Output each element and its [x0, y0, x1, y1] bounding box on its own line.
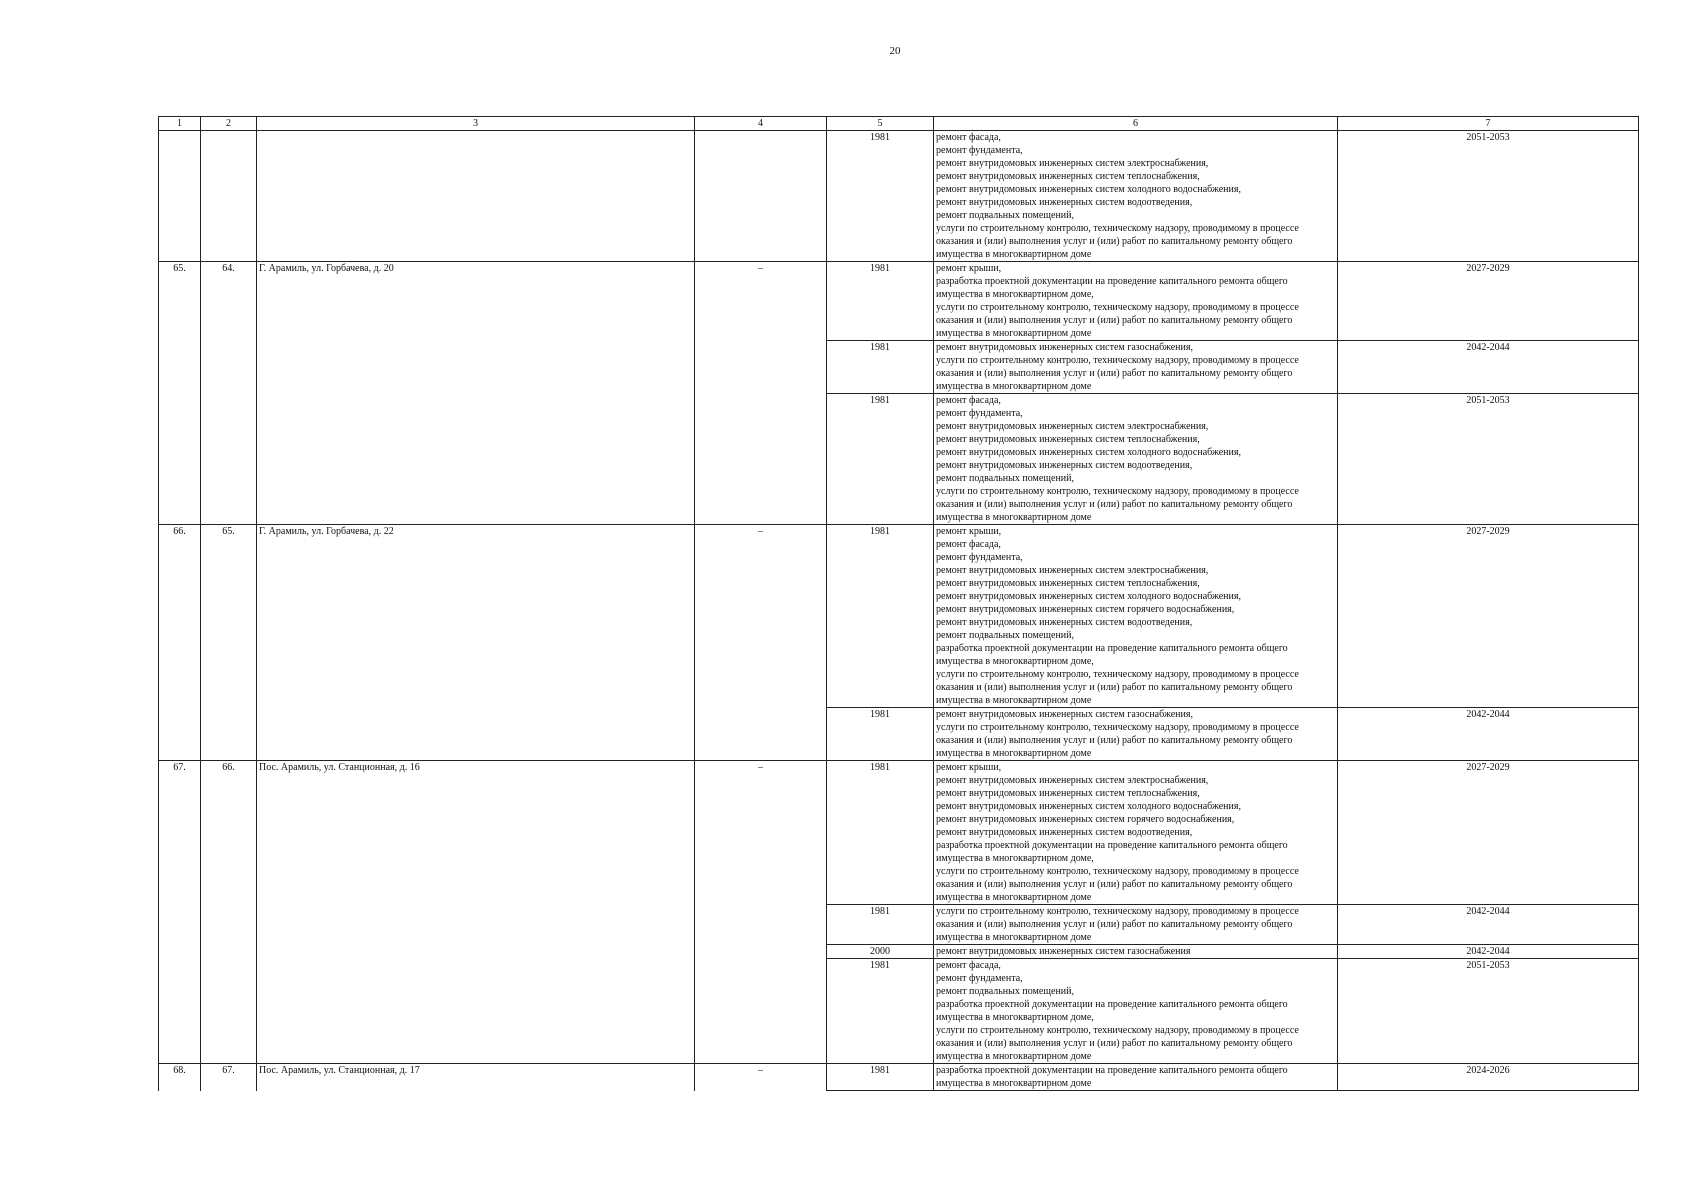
work-item: ремонт крыши,	[936, 526, 1002, 537]
col4-cell: –	[695, 262, 827, 525]
period-cell: 2051-2053	[1338, 959, 1639, 1064]
house-number-cell: 66.	[201, 761, 257, 1064]
house-number-cell: 64.	[201, 262, 257, 525]
work-item: оказания и (или) выполнения услуг и (или) работ по капитальному ремонту общего	[936, 315, 1293, 326]
work-item: оказания и (или) выполнения услуг и (или) работ по капитальному ремонту общего	[936, 236, 1293, 247]
work-item: оказания и (или) выполнения услуг и (или) работ по капитальному ремонту общего	[936, 879, 1293, 890]
works-cell	[934, 708, 1338, 761]
work-item: услуги по строительному контролю, техническому надзору, проводимому в процессе	[936, 302, 1299, 313]
table-row	[159, 761, 1639, 905]
work-item: услуги по строительному контролю, техническому надзору, проводимому в процессе	[936, 223, 1299, 234]
work-item: разработка проектной документации на проведение капитального ремонта общего	[936, 1065, 1288, 1076]
row-number-cell: 67.	[159, 761, 201, 1064]
work-item: ремонт внутридомовых инженерных систем газоснабжения,	[936, 709, 1193, 720]
work-item: ремонт фасада,	[936, 539, 1001, 550]
work-item: имущества в многоквартирном доме	[936, 249, 1092, 260]
work-item: ремонт внутридомовых инженерных систем газоснабжения,	[936, 342, 1193, 353]
column-number-row	[159, 117, 1639, 131]
year-cell: 1981	[827, 131, 934, 262]
works-cell	[934, 905, 1338, 945]
table-row	[159, 262, 1639, 341]
work-item: ремонт внутридомовых инженерных систем электроснабжения,	[936, 158, 1209, 169]
work-item: имущества в многоквартирном доме,	[936, 1012, 1094, 1023]
period-cell: 2051-2053	[1338, 394, 1639, 525]
period-cell: 2051-2053	[1338, 131, 1639, 262]
work-item: оказания и (или) выполнения услуг и (или) работ по капитальному ремонту общего	[936, 368, 1293, 379]
year-cell: 1981	[827, 708, 934, 761]
year-cell: 2000	[827, 945, 934, 959]
work-item: ремонт фасада,	[936, 960, 1001, 971]
col4-cell: –	[695, 761, 827, 1064]
period-cell: 2024-2026	[1338, 1064, 1639, 1091]
col4-cell: –	[695, 1064, 827, 1091]
row-number-cell: 65.	[159, 262, 201, 525]
column-header-2: 2	[201, 117, 257, 131]
work-item: имущества в многоквартирном доме	[936, 381, 1092, 392]
year-cell: 1981	[827, 394, 934, 525]
work-item: ремонт крыши,	[936, 263, 1002, 274]
work-item: услуги по строительному контролю, техническому надзору, проводимому в процессе	[936, 1025, 1299, 1036]
row-number-cell: 68.	[159, 1064, 201, 1091]
year-cell: 1981	[827, 525, 934, 708]
table-row	[159, 131, 1639, 262]
year-cell: 1981	[827, 761, 934, 905]
work-item: ремонт фасада,	[936, 395, 1001, 406]
period-cell: 2042-2044	[1338, 945, 1639, 959]
work-item: имущества в многоквартирном доме	[936, 1051, 1092, 1062]
work-item: имущества в многоквартирном доме	[936, 932, 1092, 943]
work-item: ремонт внутридомовых инженерных систем водоотведения,	[936, 827, 1193, 838]
year-cell: 1981	[827, 959, 934, 1064]
work-item: имущества в многоквартирном доме,	[936, 289, 1094, 300]
work-item: услуги по строительному контролю, техническому надзору, проводимому в процессе	[936, 669, 1299, 680]
page-number: 20	[889, 45, 901, 57]
work-item: имущества в многоквартирном доме	[936, 695, 1092, 706]
work-item: имущества в многоквартирном доме	[936, 328, 1092, 339]
work-item: ремонт внутридомовых инженерных систем холодного водоснабжения,	[936, 447, 1241, 458]
period-cell: 2042-2044	[1338, 341, 1639, 394]
work-item: ремонт внутридомовых инженерных систем электроснабжения,	[936, 421, 1209, 432]
work-item: ремонт фундамента,	[936, 552, 1023, 563]
work-item: разработка проектной документации на проведение капитального ремонта общего	[936, 276, 1288, 287]
house-number-cell: 67.	[201, 1064, 257, 1091]
work-item: оказания и (или) выполнения услуг и (или) работ по капитальному ремонту общего	[936, 499, 1293, 510]
work-item: оказания и (или) выполнения услуг и (или) работ по капитальному ремонту общего	[936, 1038, 1293, 1049]
column-header-3: 3	[257, 117, 695, 131]
empty-num2-cell	[201, 131, 257, 262]
period-cell: 2027-2029	[1338, 262, 1639, 341]
works-cell	[934, 341, 1338, 394]
address-cell: Пос. Арамиль, ул. Станционная, д. 16	[257, 761, 695, 1064]
work-item: ремонт фундамента,	[936, 973, 1023, 984]
work-item: ремонт подвальных помещений,	[936, 986, 1074, 997]
address-cell: Пос. Арамиль, ул. Станционная, д. 17	[257, 1064, 695, 1091]
work-item: разработка проектной документации на проведение капитального ремонта общего	[936, 999, 1288, 1010]
work-item: услуги по строительному контролю, техническому надзору, проводимому в процессе	[936, 866, 1299, 877]
works-cell	[934, 761, 1338, 905]
works-cell	[934, 394, 1338, 525]
column-header-1: 1	[159, 117, 201, 131]
work-item: ремонт внутридомовых инженерных систем холодного водоснабжения,	[936, 801, 1241, 812]
work-item: ремонт внутридомовых инженерных систем теплоснабжения,	[936, 578, 1200, 589]
work-item: ремонт внутридомовых инженерных систем водоотведения,	[936, 617, 1193, 628]
capital-repair-table	[158, 116, 1639, 1091]
work-item: ремонт внутридомовых инженерных систем теплоснабжения,	[936, 788, 1200, 799]
works-cell	[934, 945, 1338, 959]
column-header-4: 4	[695, 117, 827, 131]
work-item: ремонт фундамента,	[936, 408, 1023, 419]
empty-num-cell	[159, 131, 201, 262]
work-item: услуги по строительному контролю, техническому надзору, проводимому в процессе	[936, 906, 1299, 917]
table-body	[159, 131, 1639, 1091]
house-number-cell: 65.	[201, 525, 257, 761]
work-item: ремонт внутридомовых инженерных систем газоснабжения	[936, 946, 1191, 957]
work-item: ремонт подвальных помещений,	[936, 210, 1074, 221]
works-cell	[934, 525, 1338, 708]
work-item: ремонт внутридомовых инженерных систем электроснабжения,	[936, 565, 1209, 576]
works-cell	[934, 262, 1338, 341]
work-item: ремонт фундамента,	[936, 145, 1023, 156]
work-item: услуги по строительному контролю, техническому надзору, проводимому в процессе	[936, 486, 1299, 497]
work-item: оказания и (или) выполнения услуг и (или) работ по капитальному ремонту общего	[936, 735, 1293, 746]
column-header-5: 5	[827, 117, 934, 131]
period-cell: 2042-2044	[1338, 905, 1639, 945]
work-item: ремонт внутридомовых инженерных систем горячего водоснабжения,	[936, 814, 1235, 825]
work-item: имущества в многоквартирном доме,	[936, 853, 1094, 864]
work-item: имущества в многоквартирном доме,	[936, 656, 1094, 667]
work-item: оказания и (или) выполнения услуг и (или) работ по капитальному ремонту общего	[936, 682, 1293, 693]
work-item: ремонт внутридомовых инженерных систем горячего водоснабжения,	[936, 604, 1235, 615]
work-item: ремонт внутридомовых инженерных систем водоотведения,	[936, 197, 1193, 208]
period-cell: 2027-2029	[1338, 761, 1639, 905]
work-item: услуги по строительному контролю, техническому надзору, проводимому в процессе	[936, 355, 1299, 366]
empty-col4-cell	[695, 131, 827, 262]
col4-cell: –	[695, 525, 827, 761]
work-item: имущества в многоквартирном доме	[936, 748, 1092, 759]
empty-address-cell	[257, 131, 695, 262]
work-item: услуги по строительному контролю, техническому надзору, проводимому в процессе	[936, 722, 1299, 733]
work-item: ремонт внутридомовых инженерных систем холодного водоснабжения,	[936, 591, 1241, 602]
column-header-6: 6	[934, 117, 1338, 131]
works-cell	[934, 1064, 1338, 1091]
year-cell: 1981	[827, 1064, 934, 1091]
address-cell: Г. Арамиль, ул. Горбачева, д. 20	[257, 262, 695, 525]
address-cell: Г. Арамиль, ул. Горбачева, д. 22	[257, 525, 695, 761]
work-item: ремонт внутридомовых инженерных систем холодного водоснабжения,	[936, 184, 1241, 195]
row-number-cell: 66.	[159, 525, 201, 761]
year-cell: 1981	[827, 341, 934, 394]
work-item: ремонт подвальных помещений,	[936, 630, 1074, 641]
work-item: ремонт внутридомовых инженерных систем теплоснабжения,	[936, 171, 1200, 182]
table-row	[159, 1064, 1639, 1091]
works-cell	[934, 959, 1338, 1064]
period-cell: 2027-2029	[1338, 525, 1639, 708]
work-item: ремонт крыши,	[936, 762, 1002, 773]
work-item: разработка проектной документации на проведение капитального ремонта общего	[936, 840, 1288, 851]
table-row	[159, 525, 1639, 708]
work-item: имущества в многоквартирном доме	[936, 892, 1092, 903]
work-item: ремонт внутридомовых инженерных систем теплоснабжения,	[936, 434, 1200, 445]
work-item: разработка проектной документации на проведение капитального ремонта общего	[936, 643, 1288, 654]
work-item: ремонт внутридомовых инженерных систем водоотведения,	[936, 460, 1193, 471]
work-item: ремонт внутридомовых инженерных систем электроснабжения,	[936, 775, 1209, 786]
column-header-7: 7	[1338, 117, 1639, 131]
work-item: ремонт фасада,	[936, 132, 1001, 143]
work-item: ремонт подвальных помещений,	[936, 473, 1074, 484]
year-cell: 1981	[827, 262, 934, 341]
work-item: имущества в многоквартирном доме	[936, 1078, 1092, 1089]
works-cell	[934, 131, 1338, 262]
work-item: имущества в многоквартирном доме	[936, 512, 1092, 523]
year-cell: 1981	[827, 905, 934, 945]
work-item: оказания и (или) выполнения услуг и (или) работ по капитальному ремонту общего	[936, 919, 1293, 930]
period-cell: 2042-2044	[1338, 708, 1639, 761]
